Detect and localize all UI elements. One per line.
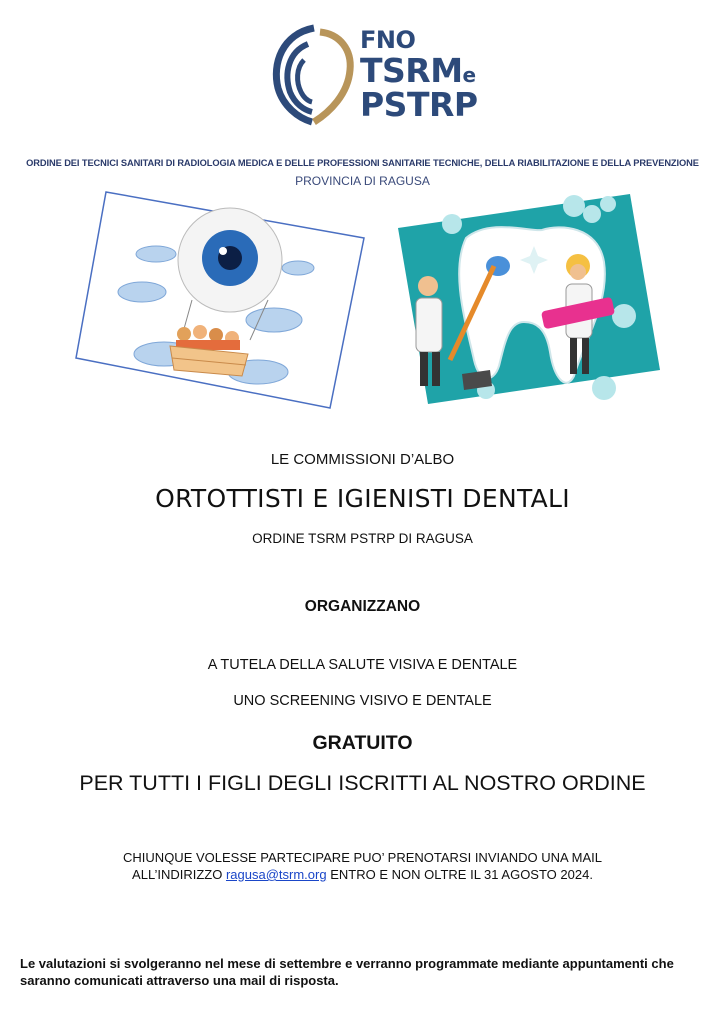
booking-instructions-line1: CHIUNQUE VOLESSE PARTECIPARE PUO’ PRENOTARSI INVIANDO UNA MAIL xyxy=(123,850,602,865)
province-name: PROVINCIA DI RAGUSA xyxy=(295,174,430,188)
footer-note: Le valutazioni si svolgeranno nel mese di settembre e verranno programmate mediante appuntamenti che saranno comunicati attraverso una mail di risposta. xyxy=(20,956,674,988)
logo-line-pstrp: PSTRP xyxy=(360,85,478,124)
booking-prefix: ALL’INDIRIZZO xyxy=(132,867,226,882)
professions-title: ORTOTTISTI E IGIENISTI DENTALI xyxy=(155,484,570,513)
order-name: ORDINE TSRM PSTRP DI RAGUSA xyxy=(252,531,473,546)
free-heading: GRATUITO xyxy=(312,732,413,754)
logo-arcs-icon xyxy=(268,22,360,127)
logo-line-fno: FNO xyxy=(360,26,416,54)
booking-instructions-line2 xyxy=(0,867,725,882)
booking-deadline: ENTRO E NON OLTRE IL 31 AGOSTO 2024. xyxy=(326,867,593,882)
organization-full-name: ORDINE DEI TECNICI SANITARI DI RADIOLOGIA MEDICA E DELLE PROFESSIONI SANITARIE TECNICHE, DELLA RIABILITAZIONE E DELLA PREVENZIONE xyxy=(26,158,699,168)
commissions-label: LE COMMISSIONI D’ALBO xyxy=(270,451,455,468)
organize-heading: ORGANIZZANO xyxy=(304,598,421,615)
protection-line: A TUTELA DELLA SALUTE VISIVA E DENTALE xyxy=(207,657,518,673)
fno-tsrm-logo xyxy=(268,22,478,127)
target-audience-line: PER TUTTI I FIGLI DEGLI ISCRITTI AL NOSTRO ORDINE xyxy=(79,771,646,795)
email-link[interactable]: ragusa@tsrm.org xyxy=(225,867,327,882)
eye-balloon-illustration xyxy=(72,190,368,410)
logo-line-tsrm: TSRMe xyxy=(360,51,476,90)
screening-line: UNO SCREENING VISIVO E DENTALE xyxy=(233,693,492,709)
dentists-tooth-illustration xyxy=(394,192,662,404)
